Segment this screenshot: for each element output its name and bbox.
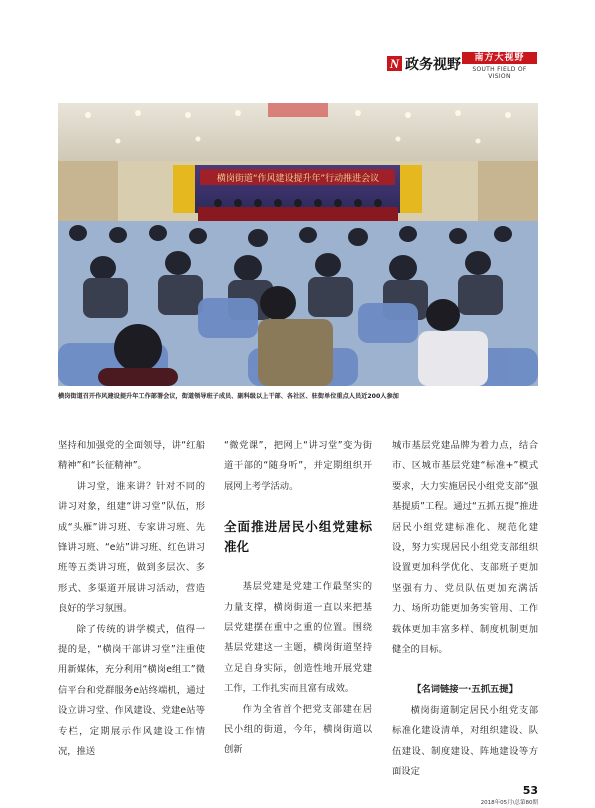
text-column-2 [224, 436, 372, 761]
spacer [224, 557, 372, 577]
section-heading: 全面推进居民小组党建标准化 [224, 519, 372, 555]
paragraph: 横岗街道制定居民小组党支部标准化建设清单，对组织建设、队伍建设、制度建设、阵地建设等方面设定 [392, 704, 538, 778]
paragraph: 作为全省首个把党支部建在居民小组的街道，今年，横岗街道以创新 [224, 703, 372, 756]
paragraph: 坚持和加强党的全面领导，讲“红船精神”和“长征精神”。 [58, 440, 205, 472]
column-name: 政务视野 [405, 57, 461, 73]
meeting-hall-illustration [58, 103, 538, 386]
paragraph: 讲习堂，谁来讲？针对不同的讲习对象，组建“讲习堂”队伍，形成“头雁”讲习班、专家讲习班、先锋讲习班、“e站”讲习班、红色讲习班等五类讲习班，做到多层次、多形式、多渠道开展讲习活动，营造良好的学习氛围。 [58, 480, 205, 615]
meeting-photo [58, 103, 538, 386]
spacer [224, 497, 372, 517]
paragraph: 城市基层党建品牌为着力点，结合市、区城市基层党建“标准+”模式要求，大力实施居民小组党支部“强基提质”工程。通过“五抓五提”推进居民小组党建标准化、规范化建设，努力实现居民小组党支部组织设置更加科学优化、支部班子更加坚强有力、党员队伍更加充满活力、场所功能更加务实管用、工作载体更加丰富多样、制度机制更加健全的目标。 [392, 440, 538, 656]
glossary-link-heading: 【名词链接一·五抓五提】 [412, 684, 518, 696]
column-tag-subtitle: SOUTH FIELD OF VISION [472, 66, 527, 80]
page-number: 53 [522, 784, 538, 797]
paragraph: 除了传统的讲学模式，值得一提的是，“横岗干部讲习堂”注重使用新媒体，充分利用“横岗e组工”微信平台和党群服务e站终端机，通过设立讲习堂、作风建设、党建e站等专栏，定期展示作风建设工作情况，推送 [58, 623, 205, 758]
masthead [387, 52, 537, 80]
spacer [392, 660, 538, 680]
photo-caption: 横岗街道召开作风建设提升年工作部署会议，街道领导班子成员、副科级以上干部、各社区、驻街单位重点人员近200人参加 [58, 393, 399, 400]
text-column-3 [392, 436, 538, 783]
issue-info: 2018年05月\总第80期 [480, 800, 538, 806]
paragraph: “微党课”，把网上“讲习堂”变为街道干部的“随身听”，并定期组织开展网上考学活动。 [224, 440, 372, 492]
photo-banner-text: 横岗街道“作风建设提升年”行动推进会议 [216, 174, 380, 184]
magazine-logo: N [387, 56, 402, 71]
paragraph: 基层党建是党建工作最坚实的力量支撑，横岗街道一直以来把基层党建摆在重中之重的位置。围绕基层党建这一主题，横岗街道坚持立足自身实际，创造性地开展党建工作，工作扎实而且富有成效。 [224, 581, 372, 695]
text-column-1 [58, 436, 205, 763]
column-tag: 南方大视野 [462, 52, 537, 64]
